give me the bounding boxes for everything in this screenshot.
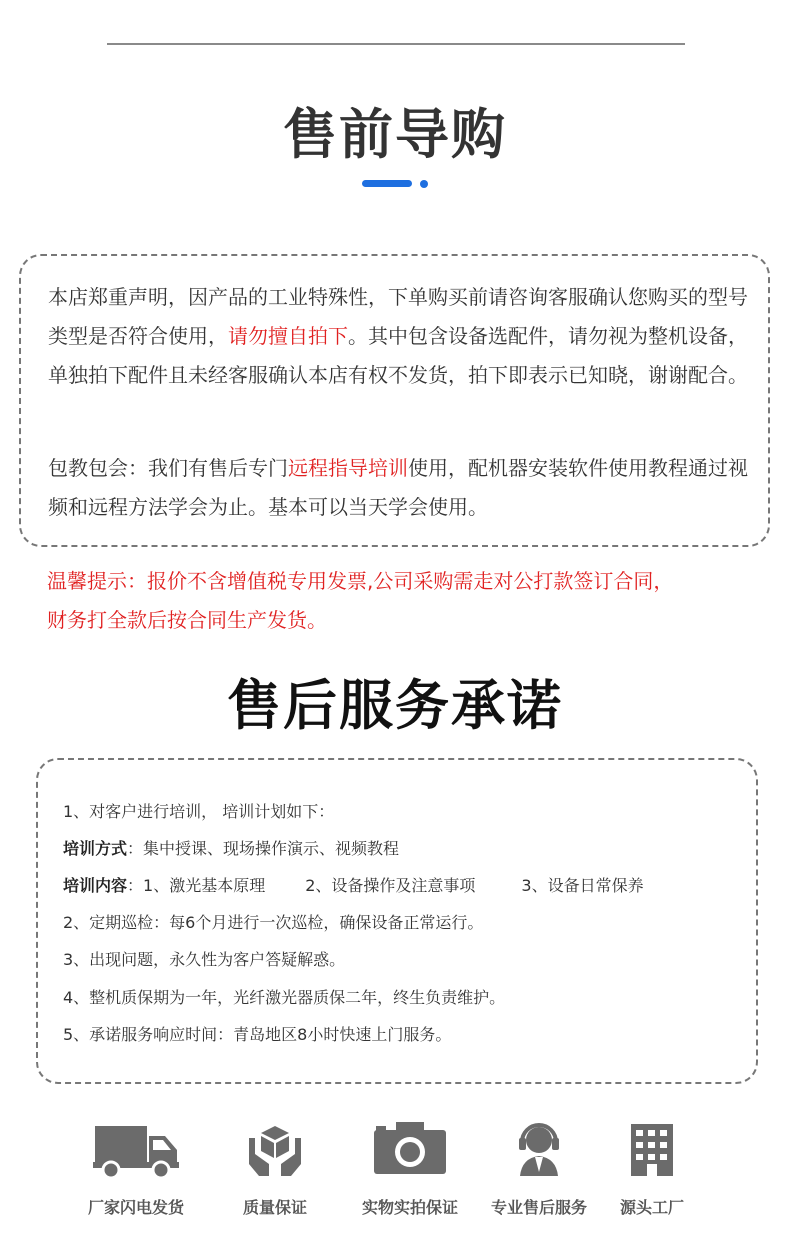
notice-box <box>19 254 770 547</box>
notice-training <box>48 449 748 527</box>
training-method-label: 培训方式 <box>63 839 128 858</box>
notice-training-text-b: 使用，配机器安装软件使用教程通过视频和远程方法学会为止。基本可以当天学会使用。 <box>48 456 748 519</box>
feature-quality <box>200 1120 350 1217</box>
headset-support-icon <box>514 1120 564 1180</box>
title-accent-bar <box>362 180 412 187</box>
service-item-response: 5、承诺服务响应时间：青岛地区8小时快速上门服务。 <box>63 1025 452 1044</box>
feature-source-factory <box>577 1120 727 1217</box>
notice-training-text-a: 包教包会：我们有售后专门 <box>48 456 288 480</box>
feature-label: 质量保证 <box>242 1198 307 1217</box>
warm-tip-line2: 财务打全款后按合同生产发货。 <box>47 608 327 632</box>
feature-label: 专业售后服务 <box>490 1198 587 1217</box>
truck-icon <box>91 1120 181 1180</box>
top-divider <box>107 43 685 45</box>
feature-real-photos <box>335 1120 485 1217</box>
training-method-text: ：集中授课、现场操作演示、视频教程 <box>127 839 400 858</box>
service-item-support: 3、出现问题，永久性为客户答疑解惑。 <box>63 950 346 969</box>
notice-training-highlight: 远程指导培训 <box>288 456 408 480</box>
notice-statement-text-b: 。其中包含设备选配件，请勿视为整机设备，单独拍下配件且未经客服确认本店有权不发货，拍下即表示已知晓，谢谢配合。 <box>48 324 748 387</box>
training-content-label: 培训内容 <box>63 876 128 895</box>
warm-tip <box>47 562 767 640</box>
service-item-training: 1、对客户进行培训， 培训计划如下： <box>63 802 335 821</box>
feature-label: 实物实拍保证 <box>361 1198 458 1217</box>
title-accent-dot <box>420 180 428 188</box>
notice-statement-text-a: 本店郑重声明，因产品的工业特殊性，下单购买前请咨询客服确认您购买的型号类型是否符合使用， <box>48 285 748 348</box>
feature-label: 厂家闪电发货 <box>87 1198 184 1217</box>
feature-label: 源头工厂 <box>619 1198 684 1217</box>
service-training-method <box>63 837 399 861</box>
camera-icon <box>372 1120 448 1176</box>
training-content-1: ：1、激光基本原理 <box>127 876 266 895</box>
notice-warning-highlight: 请勿擅自拍下 <box>228 324 348 348</box>
aftersale-title: 售后服务承诺 <box>227 674 563 737</box>
notice-statement <box>48 278 748 395</box>
training-content-2: 2、设备操作及注意事项 <box>305 876 476 895</box>
service-item-inspection: 2、定期巡检：每6个月进行一次巡检，确保设备正常运行。 <box>63 913 484 932</box>
feature-fast-shipping <box>61 1120 211 1217</box>
warm-tip-line1: 温馨提示：报价不含增值税专用发票,公司采购需走对公打款签订合同， <box>47 569 674 593</box>
training-content-3: 3、设备日常保养 <box>521 876 644 895</box>
service-training-content <box>63 874 644 898</box>
box-hands-icon <box>245 1120 305 1180</box>
service-item-warranty: 4、整机质保期为一年，光纤激光器质保二年，终生负责维护。 <box>63 988 506 1007</box>
service-box <box>36 758 758 1084</box>
factory-building-icon <box>627 1120 677 1180</box>
presale-title: 售前导购 <box>283 103 507 166</box>
